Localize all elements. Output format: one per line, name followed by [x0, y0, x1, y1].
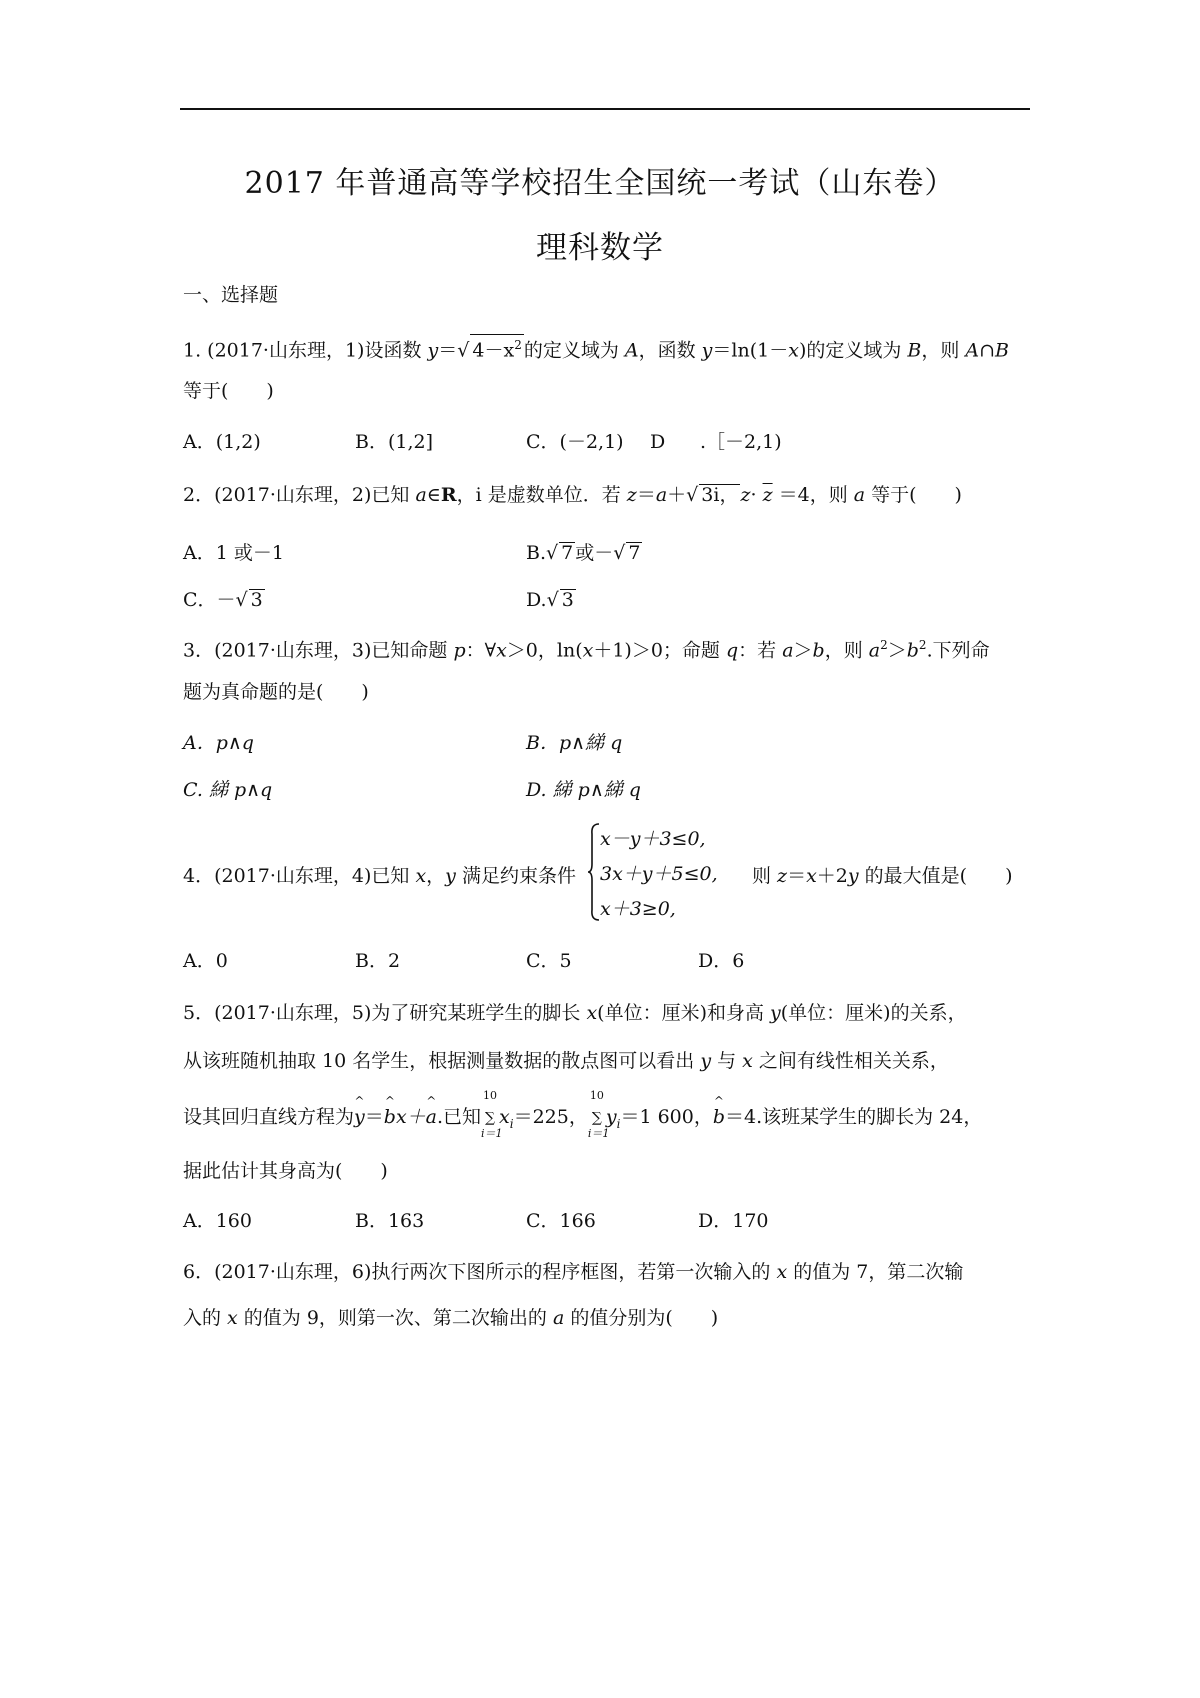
- q1-option-a: A．(1,2): [183, 431, 261, 453]
- question-5-line-1: 5．(2017·山东理，5)为了研究某班学生的脚长 x(单位：厘米)和身高 y(单位：厘米)的关系，: [183, 1002, 967, 1024]
- question-4-objective: 则 z＝x＋2y 的最大值是( ): [752, 865, 1013, 887]
- q3-option-d: D. 綈 p∧綈 q: [526, 779, 641, 801]
- summation-symbol: 10 ∑ i＝1: [481, 1089, 503, 1140]
- q4-option-d: D．6: [698, 950, 745, 972]
- exam-title: 2017 年普通高等学校招生全国统一考试（山东卷）: [244, 166, 956, 201]
- constraint-1: x－y＋3≤0,: [600, 828, 706, 850]
- question-5-line-4: 据此估计其身高为( ): [183, 1160, 388, 1182]
- q5-option-d: D．170: [698, 1210, 769, 1232]
- question-4-line-1: 4．(2017·山东理，4)已知 x，y 满足约束条件: [183, 865, 576, 887]
- q1-option-b: B．(1,2]: [355, 431, 434, 453]
- question-5-line-3: 设其回归直线方程为^ y＝^ bx＋^ a.已知 10 ∑ i＝1 $x_i=225$， 10 ∑ i＝1 $y_i=1$ 600，^ b＝4.该班某学生的脚长为 24，: [183, 1104, 982, 1137]
- header-rule: [180, 108, 1030, 110]
- q5-option-c: C．166: [526, 1210, 596, 1232]
- q3-option-b: B．p∧綈 q: [526, 732, 623, 754]
- exam-subtitle: 理科数学: [536, 230, 664, 266]
- constraint-2: 3x＋y＋5≤0,: [600, 863, 718, 885]
- q1-option-d-letter: D: [650, 431, 666, 453]
- q2-option-c: C．－√ 3: [183, 589, 263, 611]
- constraint-3: x＋3≥0,: [600, 898, 676, 920]
- section-heading: 一、选择题: [183, 284, 279, 306]
- question-3-line-2: 题为真命题的是( ): [183, 681, 369, 703]
- question-3-line-1: 3．(2017·山东理，3)已知命题 p：∀x＞0，ln(x＋1)＞0；命题 q：若 a＞b，则 $a^2>b^2$.下列命: [183, 638, 990, 662]
- q4-option-a: A．0: [183, 950, 228, 972]
- summation-symbol: 10 ∑ i＝1: [587, 1089, 610, 1140]
- q5-option-b: B．163: [355, 1210, 425, 1232]
- q1-option-d: .［－2,1): [700, 431, 782, 453]
- question-6-line-2: 入的 x 的值为 9，则第一次、第二次输出的 a 的值分别为( ): [183, 1307, 719, 1329]
- question-2-line-1: 2．(2017·山东理，2)已知 a∈R，i 是虚数单位．若 z＝a＋√ 3i， $z\cdot \overline{z} =4$，则 a 等于( ): [183, 484, 962, 506]
- q2-option-d: D.√ 3: [526, 589, 574, 611]
- q2-option-b: B.√ 7 或－√ 7: [526, 542, 641, 564]
- q4-option-c: C．5: [526, 950, 572, 972]
- q5-option-a: A．160: [183, 1210, 252, 1232]
- question-1-line-2: 等于( ): [183, 380, 274, 402]
- question-6-line-1: 6．(2017·山东理，6)执行两次下图所示的程序框图，若第一次输入的 x 的值为 7，第二次输: [183, 1261, 964, 1283]
- constraint-brace: [587, 822, 601, 922]
- sqrt-radicand: $4-x^2$: [470, 334, 523, 360]
- question-5-line-2: 从该班随机抽取 10 名学生，根据测量数据的散点图可以看出 y 与 x 之间有线性相关关系，: [183, 1050, 949, 1072]
- question-1-line-1: 1. (2017·山东理，1)设函数 y＝√ $4-x^2$ 的定义域为 A，函数 y＝ln(1－x)的定义域为 B，则 A∩B: [183, 334, 1009, 363]
- q1-option-c: C．(－2,1): [526, 431, 624, 453]
- q4-option-b: B．2: [355, 950, 401, 972]
- q3-option-a: A．p∧q: [183, 732, 254, 754]
- q3-option-c: C. 綈 p∧q: [183, 779, 273, 801]
- q2-option-a: A．1 或－1: [183, 542, 284, 564]
